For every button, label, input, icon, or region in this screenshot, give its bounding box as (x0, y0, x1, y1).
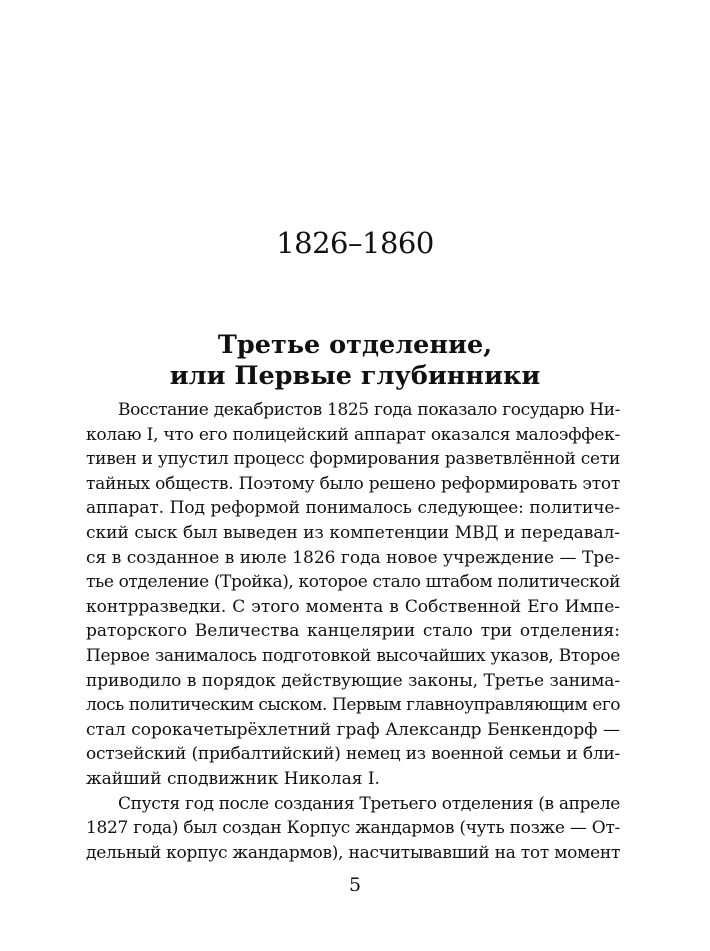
text-line: остзейский (прибалтийский) немец из военной семьи и бли- (86, 744, 620, 765)
text-line: контрразведки. С этого момента в Собственной Его Импе- (86, 596, 620, 617)
text-line: ся в созданное в июле 1826 года новое учреждение — Тре- (86, 547, 620, 568)
text-line: 1827 года) был создан Корпус жандармов (чуть позже — От- (86, 818, 620, 839)
text-line: тивен и упустил процесс формирования разветвлённой сети (86, 449, 621, 470)
paragraph-1 (86, 398, 620, 792)
text-line: тье отделение (Тройка), которое стало штабом политической (86, 572, 620, 593)
text-line: дельный корпус жандармов), насчитывавший на тот момент (86, 842, 621, 863)
period-heading: 1826–1860 (276, 226, 434, 260)
text-line: жайший сподвижник Николая I. (86, 768, 380, 789)
text-line: стал сорокачетырёхлетний граф Александр Бенкендорф — (86, 719, 620, 740)
chapter-title (0, 330, 710, 392)
text-line: Первое занималось подготовкой высочайших указов, Второе (86, 645, 620, 666)
paragraph-2 (86, 792, 620, 866)
text-line: колаю I, что его полицейский аппарат оказался малоэффек- (86, 424, 620, 445)
chapter-title-line-2: или Первые глубинники (169, 361, 541, 391)
text-line: лось политическим сыском. Первым главноуправляющим его (86, 695, 620, 716)
text-line: приводило в порядок действующие законы, Третье занима- (86, 670, 620, 691)
text-line: аппарат. Под реформой понималось следующее: политиче- (86, 498, 620, 519)
text-line: Спустя год после создания Третьего отделения (в апреле (118, 793, 620, 814)
chapter-title-line-1: Третье отделение, (217, 330, 493, 360)
page-number: 5 (348, 874, 362, 896)
text-line: Восстание декабристов 1825 года показало государю Ни- (118, 400, 620, 420)
body-text (86, 398, 620, 865)
text-line: тайных обществ. Поэтому было решено реформировать этот (86, 473, 620, 494)
text-line: раторского Величества канцелярии стало три отделения: (86, 621, 620, 642)
text-line: ский сыск был выведен из компетенции МВД и передавал- (86, 522, 620, 543)
